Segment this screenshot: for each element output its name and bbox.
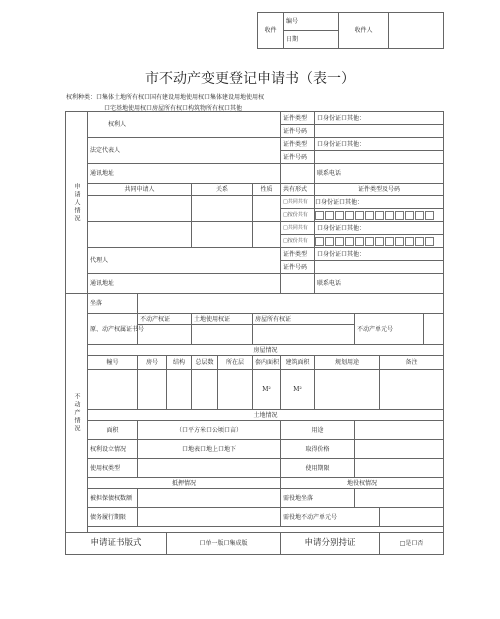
land-caption: 土地情况 [88, 410, 444, 421]
unit-number-field[interactable] [424, 314, 444, 345]
id-type-number-header: 证件类型及号码 [315, 184, 444, 196]
inner-area-unit: M² [253, 370, 281, 410]
address-label: 通讯地址 [88, 164, 281, 184]
house-col-build-area: 建筑面积 [281, 356, 315, 370]
house-caption: 房屋情况 [88, 345, 444, 356]
receipt-box [257, 12, 444, 49]
id-number-boxes[interactable] [315, 235, 444, 248]
rights-holder-label: 权利人 [88, 112, 281, 138]
debt-term-field[interactable] [138, 508, 281, 527]
house-col-planned-use: 规划用途 [315, 356, 380, 370]
share-own-option[interactable]: □按份共有 [281, 235, 315, 248]
serv-unit-field[interactable] [380, 508, 444, 527]
id-type-options[interactable]: 口身份证口其他： [315, 112, 444, 125]
receipt-number-label: 编号 [284, 13, 339, 31]
id-number-field[interactable] [315, 151, 444, 164]
cert-head-realestate: 不动产权证 [138, 314, 192, 325]
agent-label: 代理人 [88, 248, 281, 274]
id-number-field[interactable] [315, 261, 444, 274]
unit-number-label: 不动产单元号 [355, 314, 424, 345]
location-field[interactable] [138, 294, 444, 314]
id-type-options[interactable]: 口身份证口其他： [315, 222, 444, 235]
id-type-options[interactable]: 口身份证口其他： [315, 138, 444, 151]
cert-format-options[interactable]: 口单一版口集成版 [167, 533, 281, 555]
cert-field-house[interactable] [253, 325, 355, 345]
serv-location-field[interactable] [355, 489, 444, 508]
land-use-label: 用途 [281, 421, 355, 440]
separate-cert-label: 申请分别持证 [281, 533, 380, 555]
id-type-label: 证件类型 [281, 112, 315, 125]
id-type-label: 证件类型 [281, 248, 315, 261]
id-number-label: 证件号码 [281, 125, 315, 138]
serv-unit-label: 需役地不动产单元号 [281, 508, 380, 527]
mortgage-amount-label: 被担保债权数额 [88, 489, 138, 508]
id-type-options[interactable]: 口身份证口其他： [315, 196, 444, 209]
share-own-option[interactable]: □按份共有 [281, 209, 315, 222]
serv-location-label: 需役地坐落 [281, 489, 355, 508]
relation-header: 关系 [192, 184, 253, 196]
property-section-label: 不动产情况 [66, 294, 88, 533]
house-col-building: 幢号 [88, 356, 138, 370]
id-number-boxes[interactable] [315, 209, 444, 222]
price-field[interactable] [355, 440, 444, 459]
share-form-header: 共有形式 [281, 184, 315, 196]
location-label: 坐落 [88, 294, 138, 314]
legal-rep-label: 法定代表人 [88, 138, 281, 164]
house-col-room: 房号 [138, 356, 167, 370]
cert-field-land[interactable] [192, 325, 253, 345]
cert-head-land: 土地使用权证 [192, 314, 253, 325]
id-type-label: 证件类型 [281, 138, 315, 151]
receipt-date-label: 日期 [284, 31, 339, 49]
cert-format-label: 申请证书版式 [66, 533, 167, 555]
price-label: 取得价格 [281, 440, 355, 459]
debt-term-label: 债务履行期限 [88, 508, 138, 527]
separate-cert-options[interactable]: □是口否 [380, 533, 444, 555]
id-type-options[interactable]: 口身份证口其他： [315, 248, 444, 261]
build-area-unit: M² [281, 370, 315, 410]
rights-type-line2: 口宅基地使用权口房屋所有权口构筑物所有权口其他 [104, 105, 243, 112]
id-number-label: 证件号码 [281, 151, 315, 164]
setup-label: 权利设立情况 [88, 440, 138, 459]
application-form [65, 111, 444, 555]
co-applicant-header: 共同申请人 [88, 184, 192, 196]
use-right-type-label: 使用权类型 [88, 459, 138, 478]
nature-header: 性质 [253, 184, 281, 196]
house-col-floors: 总层数 [192, 356, 218, 370]
setup-options[interactable]: 口地表口地上口地下 [138, 440, 281, 459]
house-col-remarks: 备注 [380, 356, 444, 370]
mortgage-caption: 抵押情况 [88, 478, 281, 489]
receiver-field[interactable] [389, 13, 444, 49]
phone-label: 联系电话 [315, 274, 444, 294]
id-number-label: 证件号码 [281, 261, 315, 274]
mortgage-amount-field[interactable] [138, 489, 281, 508]
applicant-section-label: 申请人情况 [66, 112, 88, 294]
land-use-field[interactable] [355, 421, 444, 440]
cert-head-house: 房屋所有权证 [253, 314, 355, 325]
phone-label: 联系电话 [315, 164, 444, 184]
use-term-field[interactable] [355, 459, 444, 478]
house-col-structure: 结构 [167, 356, 192, 370]
id-number-field[interactable] [315, 125, 444, 138]
cert-field-realestate[interactable] [138, 325, 192, 345]
use-right-type-field[interactable] [138, 459, 281, 478]
receiver-label: 收件人 [339, 13, 389, 49]
land-area-label: 面积 [88, 421, 138, 440]
joint-own-option[interactable]: □共同共有 [281, 222, 315, 235]
receipt-label: 收件 [258, 13, 284, 49]
house-col-floor: 所在层 [218, 356, 253, 370]
page-title: 市不动产变更登记申请书（表一） [145, 71, 355, 87]
rights-type-line1: 权利种类：口集体土地所有权口国有建设用地使用权口集体建设用地使用权 [66, 94, 265, 101]
cert-number-label: 原、动产权属证书号 [88, 314, 138, 345]
house-col-inner-area: 套内面积 [253, 356, 281, 370]
joint-own-option[interactable]: □共同共有 [281, 196, 315, 209]
easement-caption: 地役权情况 [281, 478, 444, 489]
use-term-label: 使用期限 [281, 459, 355, 478]
address-label: 通讯地址 [88, 274, 281, 294]
land-area-unit[interactable]: （口平方米口公顷口亩） [138, 421, 281, 440]
